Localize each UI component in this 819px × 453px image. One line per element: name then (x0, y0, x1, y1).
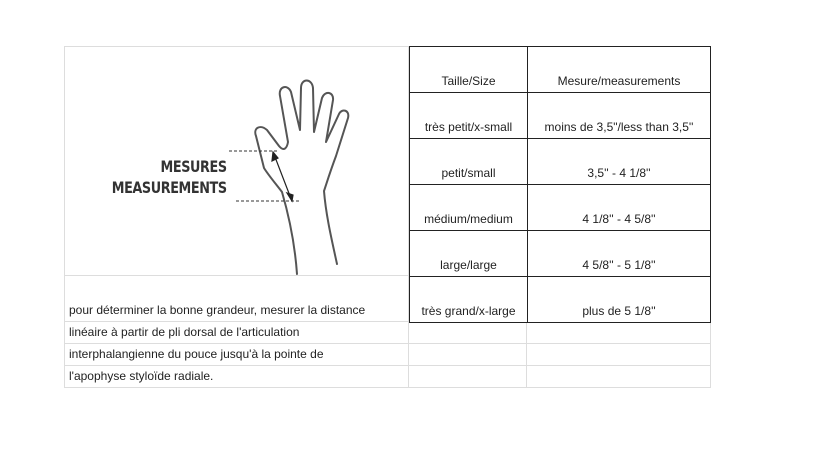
measure-cell: 3,5'' - 4 1/8'' (527, 138, 711, 185)
measure-cell: plus de 5 1/8'' (527, 276, 711, 323)
empty-cell (409, 323, 527, 344)
empty-cell (409, 366, 527, 388)
size-cell: petit/small (409, 138, 528, 185)
measure-cell: 4 5/8'' - 5 1/8'' (527, 230, 711, 277)
size-cell: très petit/x-small (409, 92, 528, 139)
instruction-line: interphalangienne du pouce jusqu'à la pointe de (64, 344, 409, 366)
instruction-line: l'apophyse styloïde radiale. (64, 366, 409, 388)
hand-outline-icon (64, 46, 409, 276)
hand-measurement-figure (64, 46, 409, 276)
header-measurements: Mesure/measurements (527, 46, 711, 93)
measure-cell: moins de 3,5"/less than 3,5'' (527, 92, 711, 139)
instruction-line: linéaire à partir de pli dorsal de l'articulation (64, 322, 409, 344)
measures-label-fr: MESURES (160, 157, 227, 176)
empty-cell (527, 323, 711, 344)
empty-cell (409, 344, 527, 366)
empty-cell (527, 344, 711, 366)
header-size: Taille/Size (409, 46, 528, 93)
size-cell: large/large (409, 230, 528, 277)
empty-cell (527, 366, 711, 388)
size-cell: très grand/x-large (409, 276, 528, 323)
size-cell: médium/medium (409, 184, 528, 231)
measure-cell: 4 1/8'' - 4 5/8'' (527, 184, 711, 231)
instruction-line: pour déterminer la bonne grandeur, mesurer la distance (64, 276, 409, 322)
measures-label-en: MEASUREMENTS (112, 178, 227, 197)
